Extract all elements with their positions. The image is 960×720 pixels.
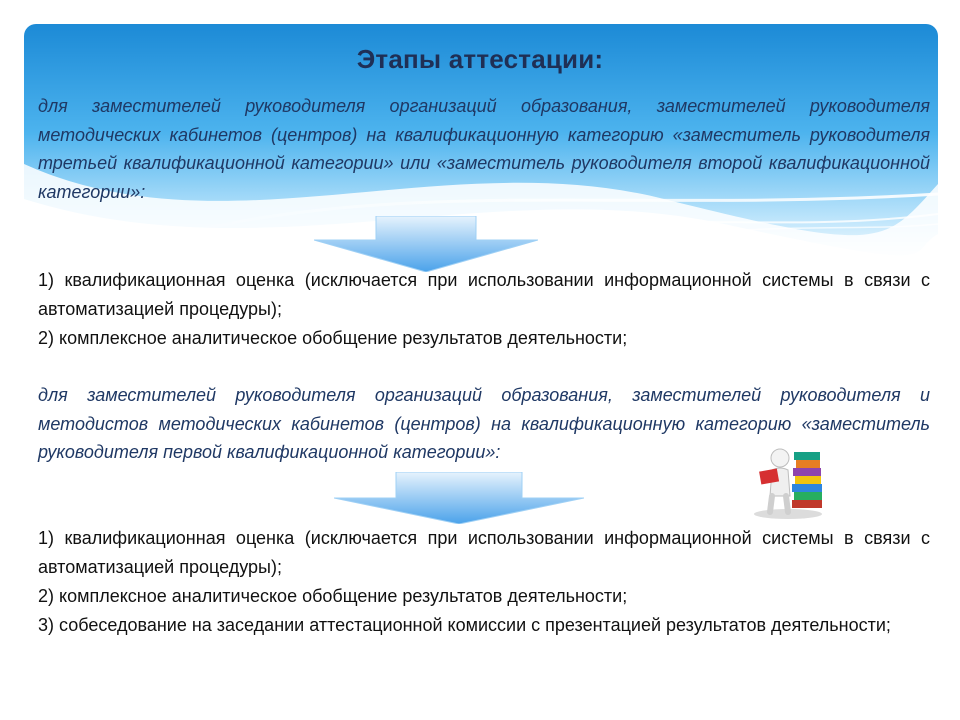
reading-figure-with-books-icon (748, 440, 830, 520)
section1-item-2: 2) комплексное аналитическое обобщение результатов деятельности; (38, 328, 628, 348)
arrow-down-icon (314, 216, 538, 272)
section2-item-2: 2) комплексное аналитическое обобщение результатов деятельности; (38, 586, 628, 606)
section1-intro: для заместителей руководителя организаций образования, заместителей руководителя методических кабинетов (центров) на квалификационную категорию «заместитель руководителя третьей квалификационной категории» или «заместитель руководителя второй квалификационной категории»: (38, 96, 930, 202)
section2-list (38, 524, 930, 640)
section2-item-3: 3) собеседование на заседании аттестационной комиссии с презентацией результатов деятельности; (38, 615, 891, 635)
arrow-down-icon (334, 472, 584, 524)
section1-list (38, 266, 930, 353)
section2-intro: для заместителей руководителя организаций образования, заместителей руководителя и методистов методических кабинетов (центров) на квалификационную категорию «заместитель руководителя первой квалификационной категории»: (38, 385, 930, 462)
section1-item-1: 1) квалификационная оценка (исключается при использовании информационной системы в связи с автоматизацией процедуры); (38, 270, 930, 319)
section2-item-1: 1) квалификационная оценка (исключается при использовании информационной системы в связи с автоматизацией процедуры); (38, 528, 930, 577)
slide-title: Этапы аттестации: (356, 44, 604, 74)
